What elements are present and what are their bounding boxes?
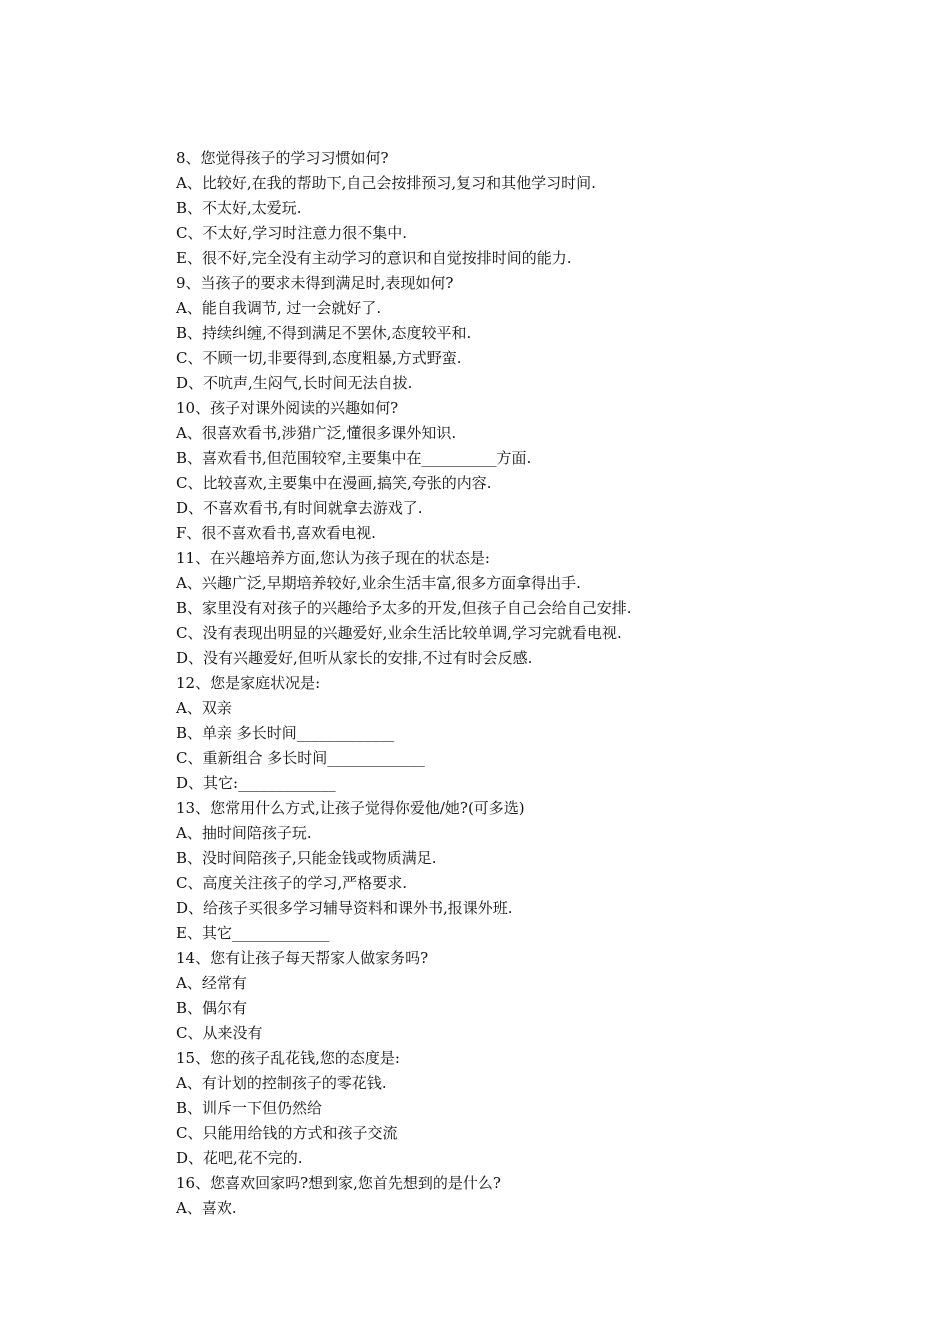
- option-10-d: D、不喜欢看书,有时间就拿去游戏了.: [176, 499, 423, 517]
- option-8-b: B、不太好,太爱玩.: [176, 199, 302, 217]
- option-13-b: B、没时间陪孩子,只能金钱或物质满足.: [176, 849, 437, 867]
- option-15-d: D、花吧,花不完的.: [176, 1149, 303, 1167]
- option-14-a: A、经常有: [176, 974, 247, 992]
- option-9-c: C、不顾一切,非要得到,态度粗暴,方式野蛮.: [176, 349, 462, 367]
- option-13-a: A、抽时间陪孩子玩.: [176, 824, 312, 842]
- option-8-c: C、不太好,学习时注意力很不集中.: [176, 224, 408, 242]
- option-12-d: D、其它:_____________: [176, 774, 336, 792]
- option-10-a: A、很喜欢看书,涉猎广泛,懂很多课外知识.: [176, 424, 457, 442]
- option-12-b: B、单亲 多长时间_____________: [176, 724, 395, 742]
- option-11-c: C、没有表现出明显的兴趣爱好,业余生活比较单调,学习完就看电视.: [176, 624, 622, 642]
- option-10-c: C、比较喜欢,主要集中在漫画,搞笑,夸张的内容.: [176, 474, 492, 492]
- option-11-d: D、没有兴趣爱好,但听从家长的安排,不过有时会反感.: [176, 649, 533, 667]
- option-15-b: B、训斥一下但仍然给: [176, 1099, 323, 1117]
- option-12-a: A、双亲: [176, 699, 232, 717]
- option-11-a: A、兴趣广泛,早期培养较好,业余生活丰富,很多方面拿得出手.: [176, 574, 581, 592]
- question-15: 15、您的孩子乱花钱,您的态度是:: [176, 1049, 400, 1067]
- option-9-a: A、能自我调节, 过一会就好了.: [176, 299, 382, 317]
- option-8-e: E、很不好,完全没有主动学习的意识和自觉按排时间的能力.: [176, 249, 572, 267]
- option-10-b: B、喜欢看书,但范围较窄,主要集中在__________方面.: [176, 449, 532, 467]
- document-page: [176, 146, 876, 1221]
- option-14-b: B、偶尔有: [176, 999, 248, 1017]
- question-9: 9、当孩子的要求未得到满足时,表现如何?: [176, 274, 454, 292]
- question-16: 16、您喜欢回家吗?想到家,您首先想到的是什么?: [176, 1174, 501, 1192]
- option-13-e: E、其它_____________: [176, 924, 330, 942]
- question-10: 10、孩子对课外阅读的兴趣如何?: [176, 399, 399, 417]
- option-9-b: B、持续纠缠,不得到满足不罢休,态度较平和.: [176, 324, 472, 342]
- option-16-a: A、喜欢.: [176, 1199, 237, 1217]
- option-10-f: F、很不喜欢看书,喜欢看电视.: [176, 524, 376, 542]
- option-13-c: C、高度关注孩子的学习,严格要求.: [176, 874, 408, 892]
- option-11-b: B、家里没有对孩子的兴趣给予太多的开发,但孩子自己会给自己安排.: [176, 599, 632, 617]
- question-11: 11、在兴趣培养方面,您认为孩子现在的状态是:: [176, 549, 490, 567]
- option-15-a: A、有计划的控制孩子的零花钱.: [176, 1074, 387, 1092]
- question-8: 8、您觉得孩子的学习习惯如何?: [176, 149, 389, 167]
- option-8-a: A、比较好,在我的帮助下,自己会按排预习,复习和其他学习时间.: [176, 174, 596, 192]
- option-12-c: C、重新组合 多长时间_____________: [176, 749, 425, 767]
- option-14-c: C、从来没有: [176, 1024, 263, 1042]
- option-9-d: D、不吭声,生闷气,长时间无法自拔.: [176, 374, 413, 392]
- question-14: 14、您有让孩子每天帮家人做家务吗?: [176, 949, 429, 967]
- question-12: 12、您是家庭状况是:: [176, 674, 321, 692]
- option-15-c: C、只能用给钱的方式和孩子交流: [176, 1124, 398, 1142]
- question-13: 13、您常用什么方式,让孩子觉得你爱他/她?(可多选): [176, 799, 525, 817]
- option-13-d: D、给孩子买很多学习辅导资料和课外书,报课外班.: [176, 899, 513, 917]
